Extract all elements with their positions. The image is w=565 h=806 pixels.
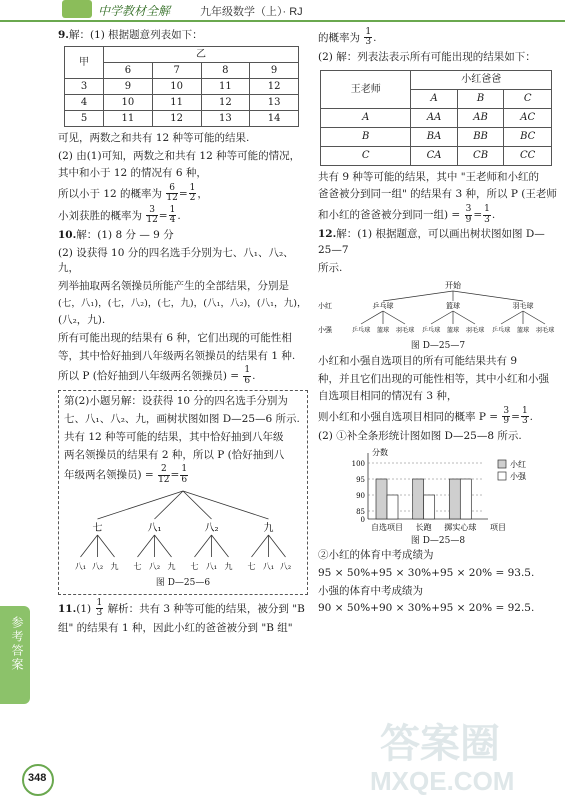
tree-branch (453, 311, 475, 324)
tree-leaf: 羽毛球 (395, 327, 415, 335)
page-number: 348 (28, 772, 47, 784)
tree-branch (453, 291, 523, 301)
bar (424, 495, 435, 519)
q9-intro: 9.解：(1) 根据题意列表如下： (58, 29, 203, 41)
grade-label: 九年级数学（上）· RJ (200, 6, 303, 18)
tree-leaf: 九 (167, 562, 176, 572)
tree-branch (138, 535, 155, 557)
tree-leaf: 羽毛球 (535, 327, 555, 335)
tree-leaf: 七 (247, 562, 256, 572)
table-col: 9 (250, 62, 299, 78)
watermark-url: MXQE.COM (370, 766, 515, 796)
q9-line: 小刘获胜的概率为 $\frac{3}{12}$ = $\frac{1}{4}$ . (58, 204, 181, 226)
tree-leaf: 九 (224, 562, 233, 572)
tree-level-label: 小红 (318, 302, 332, 311)
fraction: $\frac{1}{6}$ (244, 365, 251, 386)
figure-caption: 图 D—25—6 (155, 578, 211, 589)
tree-node: 九 (263, 523, 274, 535)
table-row: 4 10 11 12 13 (65, 94, 299, 110)
q10-alt-solution-box: 第(2)小题另解：设获得 10 分的四名选手分别为 七、八₁、八₂、九，画树状图如图 D—25—6 所示. 共有 12 种等可能的结果，其中恰好抽到八年级 两名领操员的结果有 2 种，所以 P (恰好抽到八 年级两名领操员) = $\frac{2}{12}$ = $\frac{1}{6}$ 七 八₁ 八₂ 九 八₁ 七 八₂ 九 八₂ 七 八₁ 九 九 七 八₁ 八₂ 图 D—25—6 (58, 390, 308, 594)
bar-chart-d-25-8 (338, 447, 538, 535)
watermark: 答案圈 (380, 722, 500, 766)
tree-branch (98, 535, 115, 557)
q12-line: 90 × 50%+90 × 30%+95 × 20% = 92.5. (318, 602, 535, 615)
q12-line: ②小红的体育中考成绩为 (318, 549, 434, 562)
q12-line: 95 × 50%+95 × 30%+95 × 20% = 93.5. (318, 566, 535, 579)
tree-branch (523, 311, 545, 324)
tree-leaf: 篮球 (446, 327, 460, 335)
table-col: 8 (201, 62, 250, 78)
q10-line: 等，其中恰好抽到八年级两名领操员的结果有 1 种. (58, 349, 296, 362)
fraction: $\frac{1}{2}$ (189, 183, 196, 204)
y-tick-label: 100 (351, 459, 365, 468)
q12-line: 12.解：(1) 根据题意，可以画出树状图如图 D—25—7 (318, 228, 545, 256)
answer-section-tab: 参考答案 (0, 606, 30, 704)
fraction: $\frac{3}{9}$ (465, 204, 472, 225)
y-axis-label: 分数 (372, 447, 388, 457)
fraction: $\frac{3}{12}$ (146, 204, 158, 226)
tree-diagram-d-25-7 (318, 278, 558, 340)
figure-caption: 图 D—25—8 (410, 535, 466, 546)
q12-line: 自选项目相同的情况有 3 种， (318, 390, 458, 403)
q10-line: (八₂，九). (58, 314, 106, 327)
fraction: $\frac{2}{12}$ (158, 464, 170, 485)
legend-label: 小强 (510, 471, 526, 481)
page-header (0, 0, 565, 24)
fraction: $\frac{1}{3}$ (96, 597, 103, 619)
legend-swatch (498, 460, 506, 468)
tree-branch (501, 311, 523, 324)
table-row: C CA CB CC (321, 146, 552, 165)
tree-branch (155, 491, 184, 519)
tree-node: 八₂ (204, 523, 219, 535)
legend-label: 小红 (510, 459, 526, 469)
tree-leaf: 八₂ (91, 562, 104, 572)
y-tick-label: 0 (360, 515, 365, 524)
tree-branch (361, 311, 383, 324)
y-tick-label: 90 (356, 491, 365, 500)
q11-line: 组" 的结果有 1 种，因此小红的爸爸被分到 "B 组" (58, 621, 293, 634)
table-row: B BA BB BC (321, 127, 552, 146)
fraction: $\frac{1}{3}$ (521, 406, 528, 427)
fraction: $\frac{1}{6}$ (181, 464, 188, 485)
figure-caption: 图 D—25—7 (410, 341, 466, 352)
tree-branch (183, 491, 212, 519)
fraction: $\frac{1}{4}$ (169, 204, 176, 226)
q12-line: 种，并且它们出现的可能性相等，其中小红和小强 (318, 372, 549, 385)
tree-branch (252, 535, 269, 557)
x-tick-label: 掷实心球 (444, 522, 477, 532)
table-col-header: 乙 (104, 46, 299, 62)
tree-leaf: 七 (133, 562, 142, 572)
series-title: 中学教材全解 (98, 4, 171, 18)
tree-leaf: 九 (110, 562, 119, 572)
tree-root: 开始 (445, 281, 461, 291)
fraction: $\frac{6}{12}$ (166, 183, 178, 204)
left-column (58, 28, 308, 638)
tree-branch (383, 291, 453, 301)
bar (413, 479, 424, 519)
tree-branch (81, 535, 98, 557)
header-divider (0, 20, 565, 22)
fraction: $\frac{3}{9}$ (503, 406, 510, 427)
q9-sum-table (64, 46, 299, 127)
book-logo-icon (62, 0, 92, 18)
table-row: 3 9 10 11 12 (65, 78, 299, 94)
tree-branch (195, 535, 212, 557)
tree-branch (431, 311, 453, 324)
legend-swatch (498, 472, 506, 480)
x-tick-label: 自选项目 (371, 522, 403, 532)
tree-node: 羽毛球 (512, 302, 534, 311)
table-row-header: 王老师 (321, 70, 411, 108)
q11-outcome-table: 王老师 小红爸爸 A B C A AA AB AC B BA BB BC C CA CB CC (320, 70, 552, 166)
right-column (318, 28, 558, 619)
q10-line: 所以 P (恰好抽到八年级两名领操员) = $\frac{1}{6}$ . (58, 365, 256, 386)
q12-line: 小强的体育中考成绩为 (318, 584, 423, 597)
fraction: $\frac{1}{3}$ (365, 27, 372, 48)
table-col: 6 (104, 62, 153, 78)
q9-line: (2) 由(1)可知，两数之和共有 12 种等可能的情况， (58, 149, 301, 162)
q10-line: (七，八₁)，(七，八₂)，(七，九)，(八₁，八₂)，(八₁，九)， (58, 297, 307, 309)
tree-node: 八₁ (147, 523, 162, 535)
bar (449, 479, 460, 519)
table-row: A AA AB AC (321, 108, 552, 127)
tree-leaf: 羽毛球 (465, 327, 485, 335)
y-tick-label: 95 (356, 475, 365, 484)
q9-line: 其中和小于 12 的情况有 6 种， (58, 167, 207, 180)
tree-node: 篮球 (446, 302, 460, 311)
tree-node: 七 (92, 523, 103, 535)
q12-line: 则小红和小强自选项目相同的概率 P = $\frac{3}{9}$ = $\frac{1}{3}$ . (318, 406, 534, 427)
q12-line: 小红和小强自选项目的所有可能结果共有 9 (318, 354, 518, 367)
q12-line: (2) ①补全条形统计图如图 D—25—8 所示. (318, 429, 522, 442)
q10-line: (2) 设获得 10 分的四名选手分别为七、八₁、八₂、九， (58, 246, 294, 275)
tree-leaf: 八₁ (74, 562, 87, 572)
tree-leaf: 七 (190, 562, 199, 572)
q11-line: (2) 解：列表法表示所有可能出现的结果如下： (318, 50, 536, 63)
q11-line: 共有 9 种等可能的结果，其中 "王老师和小红的 (318, 170, 540, 183)
table-row: 5 11 12 13 14 (65, 110, 299, 126)
q11-line: 的概率为 $\frac{1}{3}$ . (318, 27, 377, 48)
tree-branch (269, 535, 286, 557)
tree-branch (98, 491, 184, 519)
q9-line: 所以小于 12 的概率为 $\frac{6}{12}$ = $\frac{1}{2}$ ， (58, 183, 208, 204)
q10-line: 10.解：(1) 8 分 — 9 分 (58, 228, 174, 241)
table-col: 7 (152, 62, 201, 78)
q9-line: 可见，两数之和共有 12 种等可能的结果. (58, 131, 250, 144)
tree-leaf: 篮球 (376, 327, 390, 335)
tree-branch (183, 491, 269, 519)
bar (460, 479, 471, 519)
fraction: $\frac{1}{3}$ (484, 204, 490, 225)
tree-leaf: 乒乓球 (491, 327, 511, 335)
q11-line: 11.(1) $\frac{1}{3}$ 解析：共有 3 种等可能的结果，被分到 "B (58, 597, 305, 619)
tree-diagram-d-25-6 (69, 487, 297, 575)
table-corner: 甲 (65, 46, 104, 78)
q11-line: 爸爸被分到同一组" 的结果有 3 种，所以 P (王老师 (318, 188, 557, 201)
tree-level-label: 小强 (318, 326, 332, 335)
x-tick-label: 长跑 (415, 522, 432, 532)
tree-leaf: 乒乓球 (351, 327, 371, 335)
tree-leaf: 篮球 (516, 327, 530, 335)
q12-line: 所示. (318, 261, 343, 274)
tree-leaf: 八₁ (205, 562, 218, 572)
x-axis-label: 项目 (490, 522, 506, 532)
tree-leaf: 乒乓球 (421, 327, 441, 335)
tree-leaf: 八₂ (148, 562, 161, 572)
tree-node: 乒乓球 (372, 302, 394, 311)
q10-line: 列举抽取两名领操员所能产生的全部结果，分别是 (58, 280, 289, 292)
table-col-header: 小红爸爸 (411, 70, 552, 89)
tree-leaf: 八₂ (279, 562, 292, 572)
tree-branch (155, 535, 172, 557)
tree-branch (212, 535, 229, 557)
q10-line: 所有可能出现的结果有 6 种，它们出现的可能性相 (58, 331, 292, 344)
tree-branch (383, 311, 405, 324)
tree-leaf: 八₁ (262, 562, 275, 572)
y-tick-label: 85 (356, 507, 365, 516)
bar (376, 479, 387, 519)
bar (387, 495, 398, 519)
q11-line: 和小红的爸爸被分到同一组) = $\frac{3}{9}$ = $\frac{1}{3}$ . (318, 204, 496, 225)
